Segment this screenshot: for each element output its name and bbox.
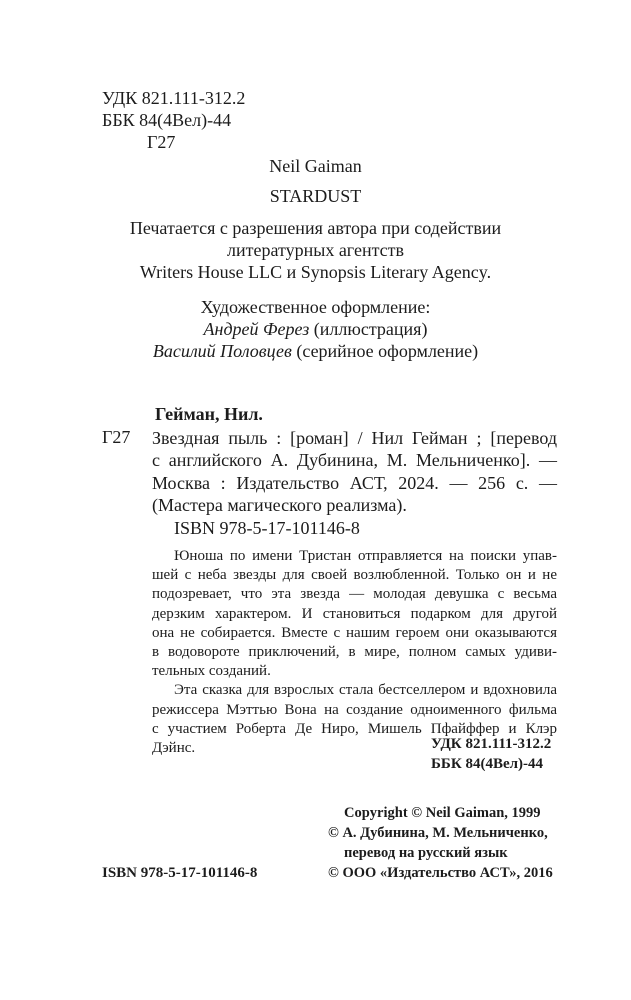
index-udk: УДК 821.111-312.2 [431,736,552,752]
annotation-line: в водовороте приключений, в мире, полном самых удиви- [152,644,557,661]
series-designer-role: (серийное оформление) [291,341,479,361]
permission-line-3: Writers House LLC и Synopsis Literary Agency. [139,262,492,282]
udk-code: УДК 821.111-312.2 [102,88,246,108]
illustrator-name: Андрей Ферез [203,319,310,339]
bibliography-mark: Г27 [102,427,131,447]
copyright-line-2: © А. Дубинина, М. Мельниченко, [328,825,548,841]
annotation-line: дерзким характером. И становиться подарком для другой [152,605,557,622]
bibliography-line: Москва : Издательство АСТ, 2024. — 256 с. — [152,472,557,493]
annotation-line: с участием Роберта Де Ниро, Мишель Пфайффер и Клэр [152,720,557,737]
illustrator-role: (иллюстрация) [309,319,428,339]
annotation-line: она не собирается. Вместе с нашим героем они оказываются [152,624,557,641]
copyright-line-3: перевод на русский язык [344,845,508,861]
bibliography-record [152,427,557,517]
bibliography-line: Звездная пыль : [роман] / Нил Гейман ; [перевод [152,428,557,448]
original-title: STARDUST [269,186,362,206]
index-bbk: ББК 84(4Вел)-44 [431,756,544,772]
annotation-line: шей с неба звезды для своей возлюбленной. Только он и не [152,567,557,584]
series-design-credit [0,341,631,362]
annotation-line: тельных созданий. [152,663,271,680]
annotation-line: Эта сказка для взрослых стала бестселлером и вдохновила [174,682,557,699]
permission-line-2: литературных агентств [226,240,405,260]
bibliography-author: Гейман, Нил. [155,404,263,424]
footer-isbn: ISBN 978-5-17-101146-8 [102,865,258,881]
design-heading: Художественное оформление: [200,297,431,317]
bbk-code: ББК 84(4Вел)-44 [102,110,232,130]
author-mark: Г27 [147,132,176,152]
original-author: Neil Gaiman [269,156,362,176]
bibliography-line: (Мастера магического реализма). [152,495,407,516]
bibliography-line: с английского А. Дубинина, М. Мельниченко]. — [152,450,557,471]
annotation-line: Юноша по имени Тристан отправляется на поиски упав- [174,548,557,564]
illustrator-credit [0,319,631,340]
permission-line-1: Печатается с разрешения автора при содействии [129,218,502,238]
annotation-line: режиссера Мэттью Вона на создание одноименного фильма [152,701,557,718]
copyright-line-1: Copyright © Neil Gaiman, 1999 [344,805,541,821]
series-designer-name: Василий Половцев [152,341,292,361]
annotation-line: подозревает, что эта звезда — молодая девушка с весьма [152,586,557,603]
annotation [152,547,557,758]
annotation-line: Дэйнс. [152,740,196,757]
copyright-line-4: © ООО «Издательство АСТ», 2016 [328,865,553,881]
bibliography-isbn: ISBN 978-5-17-101146-8 [174,518,360,538]
